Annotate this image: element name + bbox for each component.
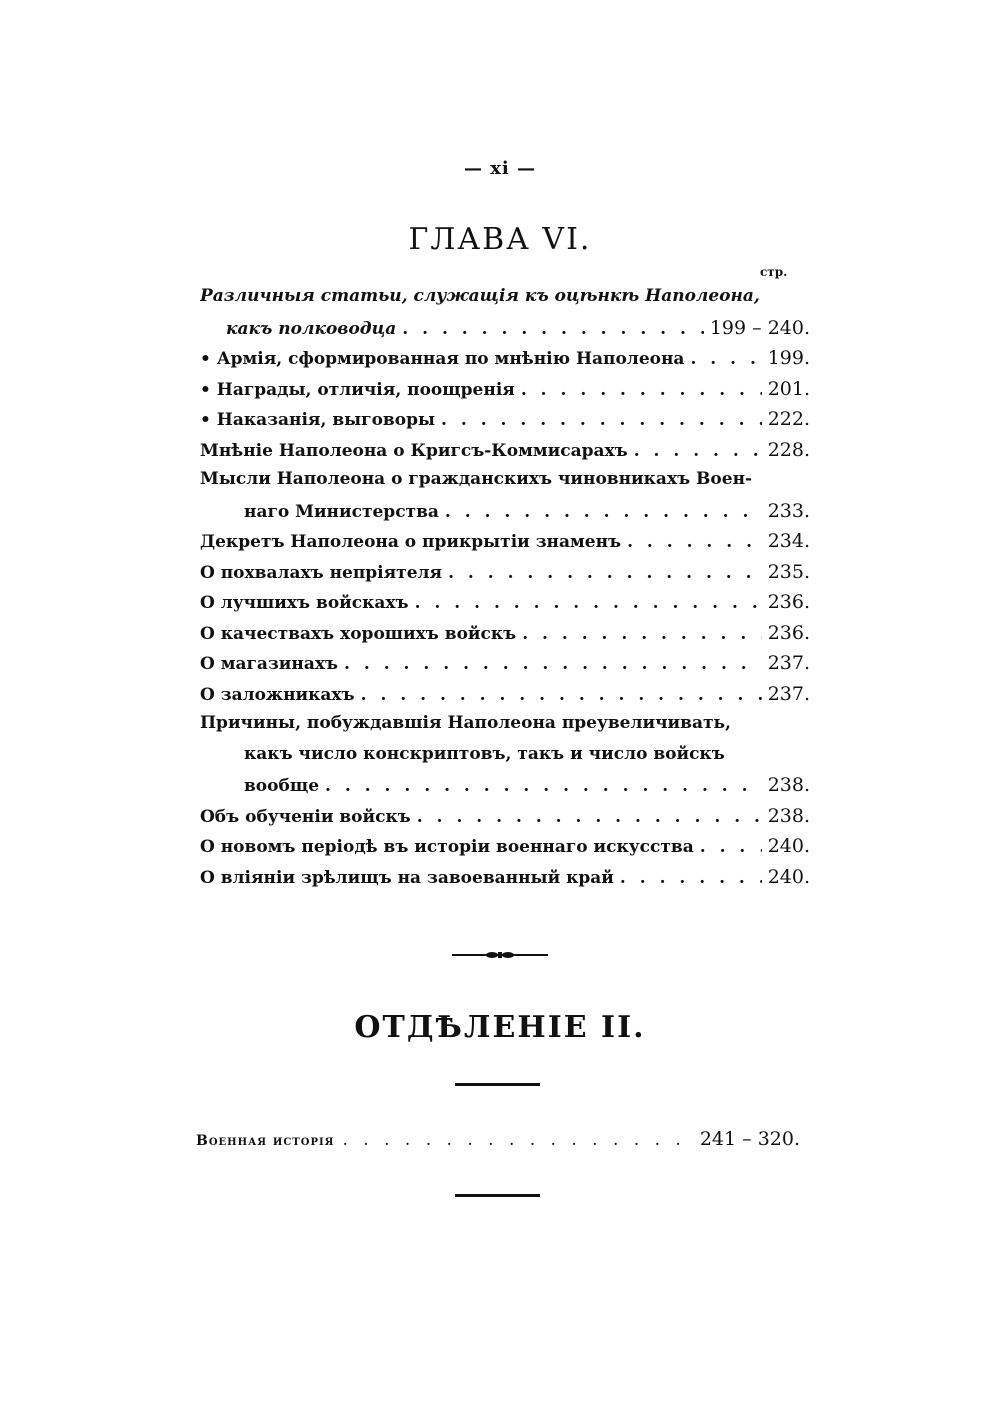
leader-dots xyxy=(522,624,762,644)
leader-dots xyxy=(448,563,762,583)
toc-entry-page: 199. xyxy=(767,347,810,369)
toc-entry xyxy=(200,835,810,866)
toc-entry-page: 236. xyxy=(767,591,810,613)
toc-entry-label: Мнѣніе Наполеона о Кригсъ-Коммисарахъ xyxy=(200,440,628,461)
leader-dots xyxy=(361,685,762,705)
toc-entry xyxy=(200,286,810,317)
leader-dots xyxy=(521,380,762,400)
toc-entry-label: О качествахъ хорошихъ войскъ xyxy=(200,623,517,644)
toc-entry xyxy=(200,500,810,531)
toc-entry-label: Объ обученіи войскъ xyxy=(200,806,411,827)
toc-entry-page: 222. xyxy=(767,408,810,430)
divider-rule xyxy=(455,1083,540,1086)
leader-dots xyxy=(700,837,762,857)
leader-dots xyxy=(344,654,762,674)
leader-dots xyxy=(445,502,762,522)
toc-entry-label: • Наказанія, выговоры xyxy=(200,410,436,430)
leader-dots xyxy=(627,532,762,552)
toc-entry xyxy=(200,317,810,348)
toc-entry-page: 240. xyxy=(767,835,810,857)
table-of-contents xyxy=(200,286,810,896)
toc-entry-label: какъ полководца xyxy=(226,318,397,339)
toc-entry-label: Причины, побуждавшія Наполеона преувеличивать, xyxy=(200,713,731,733)
leader-dots xyxy=(402,319,704,339)
toc-entry-label: Мысли Наполеона о гражданскихъ чиновникахъ Воен- xyxy=(200,469,753,489)
toc-entry-page: 234. xyxy=(767,530,810,552)
toc-entry xyxy=(200,805,810,836)
toc-entry-page: 235. xyxy=(767,560,810,583)
toc-entry-page: 201. xyxy=(767,377,810,400)
leader-dots xyxy=(620,868,762,888)
leader-dots xyxy=(690,349,761,369)
toc-entry-page: 238. xyxy=(767,804,810,827)
toc-entry-page: 237. xyxy=(767,682,810,705)
toc-entry-label: Декретъ Наполеона о прикрытіи знаменъ xyxy=(200,532,622,552)
toc-entry-label: наго Министерства xyxy=(244,501,439,522)
toc-entry-label: вообще xyxy=(244,776,320,796)
page-number: — xi — xyxy=(463,158,537,179)
toc-entry-page: 233. xyxy=(767,499,810,522)
toc-entry xyxy=(200,866,810,897)
toc-entry xyxy=(200,561,810,592)
divider-rule xyxy=(455,1194,540,1197)
chapter-title: ГЛАВА VI. xyxy=(408,222,592,257)
toc-entry xyxy=(200,591,810,622)
toc-entry xyxy=(200,378,810,409)
toc-entry-page: 238. xyxy=(767,774,810,796)
ornament-divider xyxy=(452,951,548,959)
toc-entry xyxy=(200,408,810,439)
toc-entry-page: 236. xyxy=(767,621,810,644)
toc-entry-label: Военная исторія xyxy=(196,1133,335,1149)
toc-entry-label: • Награды, отличія, поощренія xyxy=(200,379,515,400)
toc-entry-label: О похвалахъ непріятеля xyxy=(200,562,443,583)
toc-entry xyxy=(200,530,810,561)
toc-entry-page: 237. xyxy=(767,652,810,674)
toc-entry xyxy=(200,347,810,378)
toc-entry xyxy=(200,652,810,683)
toc-entry-label: Различныя статьи, служащія къ оцѣнкѣ Наполеона, xyxy=(200,286,760,306)
toc-entry-page: 199 – 240. xyxy=(709,316,810,339)
leader-dots xyxy=(441,410,762,430)
toc-entry-label: О новомъ періодѣ въ исторіи военнаго искусства xyxy=(200,837,694,857)
toc-entry-page: 241 – 320. xyxy=(699,1128,800,1150)
leader-dots xyxy=(634,441,762,461)
section-title: ОТДѢЛЕНІЕ II. xyxy=(354,1010,646,1045)
leader-dots xyxy=(342,1130,691,1150)
toc-entry-label: О лучшихъ войскахъ xyxy=(200,593,409,613)
leader-dots xyxy=(417,807,762,827)
toc-entry-page: 228. xyxy=(767,438,810,461)
toc-entry-label: какъ число конскриптовъ, такъ и число войскъ xyxy=(244,743,725,764)
toc-entry xyxy=(200,744,810,775)
toc-entry xyxy=(200,774,810,805)
toc-entry xyxy=(200,713,810,744)
toc-entry-label: О заложникахъ xyxy=(200,684,355,705)
toc-entry-label: • Армія, сформированная по мнѣнію Наполеона xyxy=(200,349,685,369)
page-column-header: стр. xyxy=(760,265,788,279)
toc-entry xyxy=(200,469,810,500)
toc-entry xyxy=(200,622,810,653)
leader-dots xyxy=(415,593,762,613)
toc-entry xyxy=(200,683,810,714)
toc-entry-label: О магазинахъ xyxy=(200,654,339,674)
toc-entry xyxy=(200,439,810,470)
leader-dots xyxy=(325,776,762,796)
toc-entry-military-history xyxy=(196,1128,800,1150)
toc-entry-page: 240. xyxy=(767,865,810,888)
toc-entry-label: О вліяніи зрѣлищъ на завоеванный край xyxy=(200,867,614,888)
